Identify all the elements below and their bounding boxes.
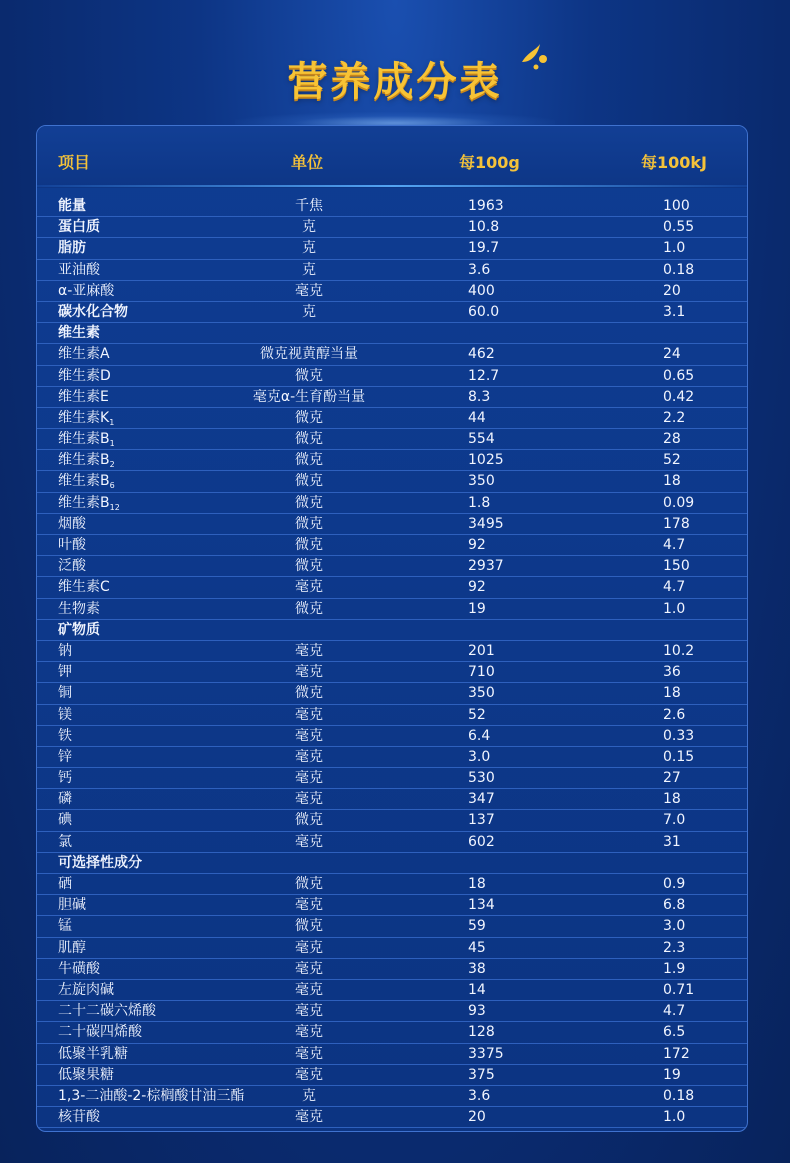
row-name xyxy=(58,727,72,746)
row-per100kj: 0.18 xyxy=(663,261,695,278)
row-per100kj: 52 xyxy=(663,452,681,469)
row-per100g: 128 xyxy=(468,1024,495,1041)
row-name xyxy=(58,1045,128,1064)
row-unit: 微克视黄醇当量 xyxy=(260,346,358,363)
table-row xyxy=(37,641,748,662)
row-per100kj: 1.0 xyxy=(663,600,686,617)
row-name-subscript: 2 xyxy=(109,460,115,470)
table-row xyxy=(37,895,748,916)
row-name xyxy=(58,939,86,958)
row-unit: 微克 xyxy=(295,409,323,426)
row-name xyxy=(58,811,72,830)
row-name xyxy=(58,324,100,343)
row-name xyxy=(58,303,128,322)
row-per100g: 201 xyxy=(468,642,495,659)
row-name-text: 锰 xyxy=(58,918,72,935)
row-unit: 克 xyxy=(302,240,316,257)
row-unit: 微克 xyxy=(295,452,323,469)
table-row xyxy=(37,260,748,281)
row-name-text: 左旋肉碱 xyxy=(58,981,114,998)
row-unit: 克 xyxy=(302,261,316,278)
row-per100kj: 18 xyxy=(663,791,681,808)
row-per100kj: 1.0 xyxy=(663,1109,686,1126)
table-row xyxy=(37,429,748,450)
row-name xyxy=(58,1108,100,1127)
table-row xyxy=(37,577,748,598)
table-row xyxy=(37,344,748,365)
row-name xyxy=(58,706,72,725)
row-per100kj: 4.7 xyxy=(663,1003,686,1020)
row-per100kj: 6.5 xyxy=(663,1024,686,1041)
row-per100g: 1.8 xyxy=(468,494,491,511)
row-per100g: 1025 xyxy=(468,452,504,469)
row-name xyxy=(58,960,100,979)
row-per100kj: 6.8 xyxy=(663,897,686,914)
row-per100g: 19.7 xyxy=(468,240,500,257)
row-name xyxy=(58,197,86,216)
table-row xyxy=(37,683,748,704)
row-per100g: 3.0 xyxy=(468,748,491,765)
row-per100kj: 0.15 xyxy=(663,748,695,765)
row-per100g: 530 xyxy=(468,770,495,787)
row-per100kj: 10.2 xyxy=(663,642,695,659)
row-unit: 毫克 xyxy=(295,748,323,765)
row-name-text: 维生素A xyxy=(58,346,110,363)
row-name xyxy=(58,1066,114,1085)
row-name-text: 核苷酸 xyxy=(58,1109,100,1126)
table-row xyxy=(37,938,748,959)
row-per100g: 8.3 xyxy=(468,388,491,405)
row-name-text: 维生素K xyxy=(58,409,110,426)
header-per100g: 每100g xyxy=(459,153,520,172)
nutrition-table xyxy=(36,125,748,1132)
row-unit: 微克 xyxy=(295,600,323,617)
table-row xyxy=(37,323,748,344)
row-unit: 微克 xyxy=(295,431,323,448)
row-per100kj: 19 xyxy=(663,1066,681,1083)
row-per100g: 2937 xyxy=(468,558,504,575)
row-unit: 毫克 xyxy=(295,664,323,681)
row-per100kj: 0.18 xyxy=(663,1087,695,1104)
row-name xyxy=(58,261,100,280)
row-name xyxy=(58,536,86,555)
row-name-text: 碘 xyxy=(58,812,72,829)
row-name xyxy=(58,621,100,640)
milk-drop-icon xyxy=(516,40,550,80)
row-per100g: 14 xyxy=(468,981,486,998)
table-row xyxy=(37,217,748,238)
row-unit: 毫克 xyxy=(295,642,323,659)
row-name-text: 泛酸 xyxy=(58,558,86,575)
row-name xyxy=(58,748,72,767)
table-row xyxy=(37,366,748,387)
row-per100kj: 3.0 xyxy=(663,918,686,935)
row-name-text: 生物素 xyxy=(58,600,100,617)
row-name-text: 低聚果糖 xyxy=(58,1066,114,1083)
row-unit: 毫克 xyxy=(295,1109,323,1126)
row-name-text: α-亚麻酸 xyxy=(58,282,115,299)
row-per100kj: 0.55 xyxy=(663,219,695,236)
row-name xyxy=(58,769,72,788)
row-unit: 毫克 xyxy=(295,981,323,998)
row-name-text: 维生素B xyxy=(58,494,110,511)
row-unit: 毫克 xyxy=(295,706,323,723)
row-name-text: 能量 xyxy=(58,198,86,214)
row-name xyxy=(58,239,86,258)
table-row xyxy=(37,1107,748,1128)
row-name-text: 钠 xyxy=(58,642,72,659)
row-unit: 毫克 xyxy=(295,897,323,914)
header-unit: 单位 xyxy=(291,153,324,172)
row-unit: 毫克 xyxy=(295,960,323,977)
row-unit: 微克 xyxy=(295,876,323,892)
row-unit: 微克 xyxy=(295,473,323,490)
row-name-subscript: 1 xyxy=(109,439,115,449)
table-row xyxy=(37,281,748,302)
row-per100kj: 1.0 xyxy=(663,240,686,257)
row-per100g: 3.6 xyxy=(468,1087,491,1104)
row-name-text: 叶酸 xyxy=(58,537,86,553)
table-row xyxy=(37,768,748,789)
row-per100g: 462 xyxy=(468,346,495,363)
row-per100g: 137 xyxy=(468,812,495,829)
row-unit: 微克 xyxy=(295,367,323,384)
table-row xyxy=(37,556,748,577)
row-per100g: 92 xyxy=(468,537,486,553)
table-row xyxy=(37,196,748,217)
row-per100kj: 4.7 xyxy=(663,579,686,596)
row-per100g: 52 xyxy=(468,706,486,723)
row-per100kj: 2.3 xyxy=(663,939,686,956)
page-title: 营养成分表 xyxy=(287,59,503,105)
table-row xyxy=(37,832,748,853)
row-per100g: 10.8 xyxy=(468,219,500,236)
table-row xyxy=(37,705,748,726)
row-name-text: 钙 xyxy=(58,770,72,787)
row-name xyxy=(58,578,110,597)
row-name-subscript: 6 xyxy=(109,481,115,491)
header-item: 项目 xyxy=(58,153,91,172)
row-unit: 毫克 xyxy=(295,770,323,787)
table-row xyxy=(37,408,748,429)
row-name-text: 维生素E xyxy=(58,388,109,405)
row-per100g: 375 xyxy=(468,1066,495,1083)
row-per100kj: 27 xyxy=(663,770,681,787)
row-unit: 毫克 xyxy=(295,833,323,850)
row-per100g: 134 xyxy=(468,897,495,914)
row-per100kj: 18 xyxy=(663,685,681,702)
row-name-text: 二十碳四烯酸 xyxy=(58,1024,142,1041)
header-divider xyxy=(37,185,748,187)
row-name-text: 二十二碳六烯酸 xyxy=(58,1003,156,1020)
row-unit: 千焦 xyxy=(295,198,323,214)
header-per100kj: 每100kJ xyxy=(641,153,707,172)
row-name xyxy=(58,282,114,301)
row-per100g: 6.4 xyxy=(468,727,491,744)
row-per100g: 1963 xyxy=(468,198,504,214)
row-per100g: 92 xyxy=(468,579,486,596)
row-unit: 微克 xyxy=(295,558,323,575)
table-row xyxy=(37,450,748,471)
row-per100kj: 0.42 xyxy=(663,388,695,405)
row-unit: 毫克 xyxy=(295,1024,323,1041)
row-unit: 克 xyxy=(302,303,316,320)
row-name xyxy=(58,1002,156,1021)
row-unit: 微克 xyxy=(295,918,323,935)
row-name-text: 肌醇 xyxy=(58,939,86,956)
row-per100g: 350 xyxy=(468,685,495,702)
row-per100g: 59 xyxy=(468,918,486,935)
row-name xyxy=(58,642,72,661)
row-per100kj: 0.71 xyxy=(663,981,695,998)
row-per100kj: 2.6 xyxy=(663,706,686,723)
row-per100kj: 172 xyxy=(663,1045,690,1062)
row-name-text: 维生素B xyxy=(58,431,110,448)
row-per100kj: 7.0 xyxy=(663,812,686,829)
table-row xyxy=(37,599,748,620)
row-name-text: 钾 xyxy=(58,664,72,681)
row-name-text: 镁 xyxy=(58,706,72,723)
row-per100kj: 28 xyxy=(663,431,681,448)
row-per100kj: 0.9 xyxy=(663,876,686,892)
row-name xyxy=(58,875,72,894)
row-per100kj: 100 xyxy=(663,198,690,214)
row-unit: 克 xyxy=(302,1087,316,1104)
row-unit: 微克 xyxy=(295,515,323,532)
table-row xyxy=(37,959,748,980)
row-per100g: 93 xyxy=(468,1003,486,1020)
row-name xyxy=(58,896,86,915)
row-per100g: 44 xyxy=(468,409,486,426)
table-header xyxy=(37,126,747,188)
row-name-text: 锌 xyxy=(58,748,72,765)
table-row xyxy=(37,514,748,535)
title-block xyxy=(0,50,790,107)
row-per100kj: 24 xyxy=(663,346,681,363)
table-row xyxy=(37,387,748,408)
table-row xyxy=(37,471,748,492)
row-name-text: 维生素 xyxy=(58,325,100,342)
row-per100g: 60.0 xyxy=(468,303,500,320)
row-name-text: 维生素B xyxy=(58,473,110,490)
row-per100g: 347 xyxy=(468,791,495,808)
row-unit: 毫克 xyxy=(295,939,323,956)
row-name-text: 胆碱 xyxy=(58,897,86,914)
row-name-text: 矿物质 xyxy=(58,621,100,638)
row-name xyxy=(58,684,72,703)
row-name-subscript: 12 xyxy=(109,502,120,512)
row-name-text: 亚油酸 xyxy=(58,261,100,278)
row-per100kj: 1.9 xyxy=(663,960,686,977)
row-per100g: 38 xyxy=(468,960,486,977)
table-row xyxy=(37,853,748,874)
row-per100g: 45 xyxy=(468,939,486,956)
row-per100g: 3375 xyxy=(468,1045,504,1062)
row-name-text: 铁 xyxy=(58,727,72,744)
row-name xyxy=(58,600,100,619)
row-per100g: 19 xyxy=(468,600,486,617)
table-row xyxy=(37,535,748,556)
row-per100kj: 20 xyxy=(663,282,681,299)
row-name-text: 维生素B xyxy=(58,452,110,469)
row-per100g: 12.7 xyxy=(468,367,500,384)
row-name xyxy=(58,1023,142,1042)
table-row xyxy=(37,874,748,895)
table-row xyxy=(37,789,748,810)
table-row xyxy=(37,620,748,641)
table-row xyxy=(37,1086,748,1107)
table-row xyxy=(37,726,748,747)
table-row xyxy=(37,1022,748,1043)
row-per100kj: 0.09 xyxy=(663,494,695,511)
row-name-text: 牛磺酸 xyxy=(58,960,100,977)
row-name-text: 1,3-二油酸-2-棕榈酸甘油三酯 xyxy=(58,1087,245,1104)
row-name xyxy=(58,790,72,809)
row-per100g: 20 xyxy=(468,1109,486,1126)
table-row xyxy=(37,302,748,323)
row-name xyxy=(58,218,100,237)
table-body xyxy=(37,196,748,1128)
row-per100g: 350 xyxy=(468,473,495,490)
row-name-text: 铜 xyxy=(58,685,72,702)
row-per100g: 3.6 xyxy=(468,261,491,278)
row-unit: 微克 xyxy=(295,685,323,702)
row-unit: 毫克 xyxy=(295,579,323,596)
table-row xyxy=(37,810,748,831)
row-per100g: 18 xyxy=(468,876,486,892)
row-name xyxy=(58,663,72,682)
row-name-text: 烟酸 xyxy=(58,515,86,532)
row-name xyxy=(58,345,110,364)
row-name-text: 维生素C xyxy=(58,579,110,596)
row-per100kj: 18 xyxy=(663,473,681,490)
row-unit: 毫克 xyxy=(295,282,323,299)
row-name-text: 低聚半乳糖 xyxy=(58,1045,128,1062)
row-name-subscript: 1 xyxy=(109,417,115,427)
row-name-text: 可选择性成分 xyxy=(58,854,142,871)
row-unit: 克 xyxy=(302,219,316,236)
row-unit: 毫克 xyxy=(295,1045,323,1062)
table-row xyxy=(37,747,748,768)
row-name xyxy=(58,388,109,407)
row-per100kj: 150 xyxy=(663,558,690,575)
table-row xyxy=(37,916,748,937)
row-per100g: 554 xyxy=(468,431,495,448)
row-name xyxy=(58,854,142,873)
row-per100kj: 0.33 xyxy=(663,727,695,744)
table-row xyxy=(37,238,748,259)
table-row xyxy=(37,980,748,1001)
row-per100kj: 2.2 xyxy=(663,409,686,426)
row-per100kj: 31 xyxy=(663,833,681,850)
row-unit: 毫克 xyxy=(295,1003,323,1020)
row-per100g: 400 xyxy=(468,282,495,299)
row-per100kj: 0.65 xyxy=(663,367,695,384)
row-unit: 毫克 xyxy=(295,1066,323,1083)
row-unit: 微克 xyxy=(295,812,323,829)
table-row xyxy=(37,493,748,514)
table-row xyxy=(37,1001,748,1022)
row-per100kj: 36 xyxy=(663,664,681,681)
row-unit: 毫克α-生育酚当量 xyxy=(252,388,366,405)
row-per100g: 3495 xyxy=(468,515,504,532)
row-name xyxy=(58,981,114,1000)
row-name xyxy=(58,557,86,576)
row-name-text: 硒 xyxy=(58,876,72,892)
row-name-text: 脂肪 xyxy=(58,240,86,257)
row-name-text: 碳水化合物 xyxy=(58,303,128,320)
row-unit: 毫克 xyxy=(295,727,323,744)
row-per100g: 602 xyxy=(468,833,495,850)
row-name-text: 磷 xyxy=(58,791,72,808)
table-row xyxy=(37,662,748,683)
row-per100kj: 178 xyxy=(663,515,690,532)
row-name-text: 维生素D xyxy=(58,367,111,384)
row-name-text: 氯 xyxy=(58,833,72,850)
row-name xyxy=(58,917,72,936)
row-name xyxy=(58,833,72,852)
table-row xyxy=(37,1044,748,1065)
row-unit: 微克 xyxy=(295,494,323,511)
row-name xyxy=(58,367,111,386)
row-per100kj: 3.1 xyxy=(663,303,686,320)
row-name-text: 蛋白质 xyxy=(58,219,100,236)
row-per100g: 710 xyxy=(468,664,495,681)
row-unit: 微克 xyxy=(295,537,323,553)
row-name xyxy=(58,515,86,534)
row-per100kj: 4.7 xyxy=(663,537,686,553)
table-row xyxy=(37,1065,748,1086)
row-unit: 毫克 xyxy=(295,791,323,808)
